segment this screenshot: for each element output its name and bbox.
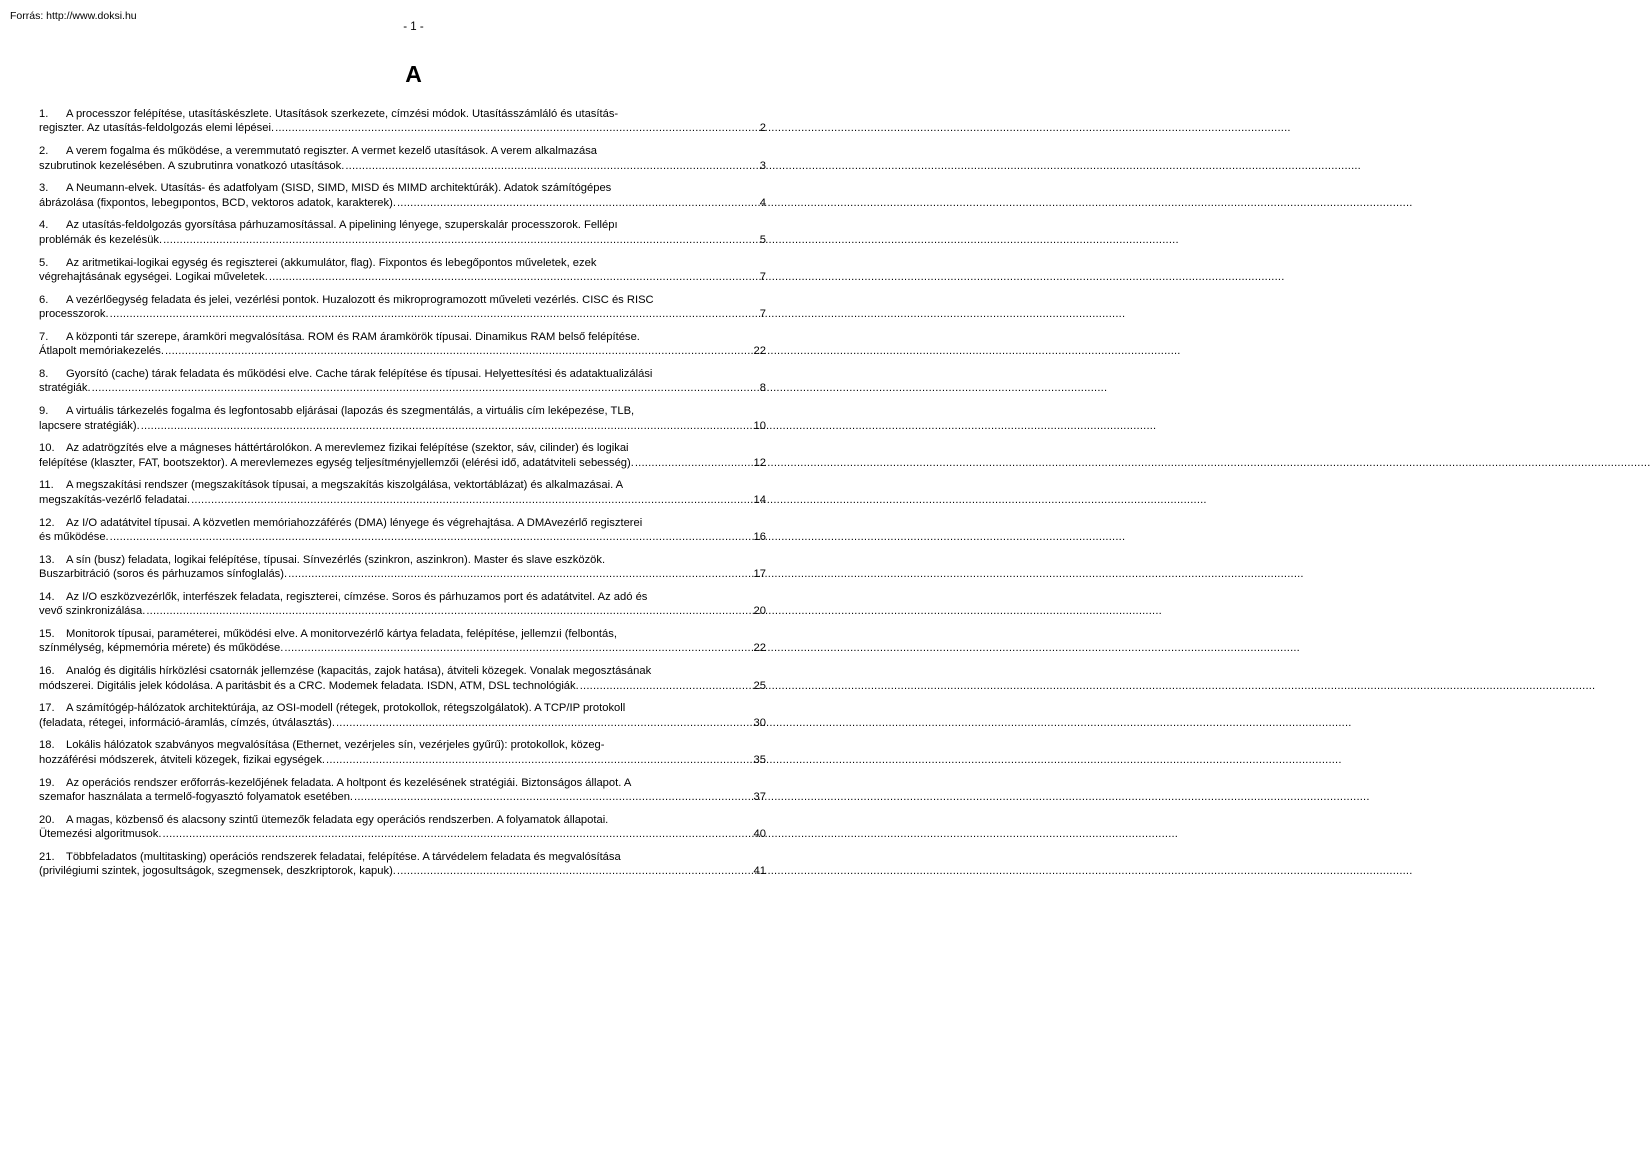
toc-entry-number: 20.: [39, 813, 55, 826]
toc-entry: [39, 590, 766, 627]
toc-entry-page-number: 37: [753, 790, 766, 803]
dot-leader: [162, 827, 752, 841]
toc-entry-title: A Neumann-elvek. Utasítás- és adatfolyam (SISD, SIMD, MISD és MIMD architektúrák). Adatok számítógépes: [66, 182, 612, 195]
source-line: Forrás: http://www.doksi.hu: [10, 10, 137, 22]
dot-leader: [163, 233, 759, 247]
toc-entry-title-line: [39, 553, 766, 567]
toc-entry-continuation-line: [39, 419, 766, 433]
toc-entry-number: 1.: [39, 108, 49, 120]
toc-entry-continuation-line: [39, 641, 766, 655]
toc-entry-number: 14.: [39, 590, 55, 603]
toc-entry-number: 2.: [39, 145, 49, 158]
toc-entry-title-line: [39, 516, 766, 530]
toc-entry-title-continuation: Ütemezési algoritmusok.: [39, 828, 162, 841]
table-of-contents: [39, 107, 766, 887]
toc-entry-title-continuation: (privilégiumi szintek, jogosultságok, szegmensek, deszkriptorok, kapuk).: [39, 865, 396, 878]
toc-entry-title-line: [39, 293, 766, 307]
toc-entry-number: 19.: [39, 776, 55, 789]
toc-entry-title-line: [39, 367, 766, 381]
toc-entry-title-continuation: stratégiák.: [39, 382, 91, 395]
toc-entry-title-line: [39, 330, 766, 344]
toc-entry-page-number: 25: [753, 679, 766, 692]
toc-entry-page-number: 20: [753, 605, 766, 618]
toc-entry: [39, 404, 766, 441]
toc-entry-title: Többfeladatos (multitasking) operációs rendszerek feladatai, felépítése. A tárvédelem feladata és megvalósítása: [66, 850, 621, 863]
toc-entry-number: 17.: [39, 702, 55, 715]
toc-entry-page-number: 4: [759, 196, 766, 209]
toc-entry-number: 9.: [39, 405, 49, 418]
toc-entry-page-number: 22: [753, 345, 766, 358]
toc-entry-page-number: 5: [759, 233, 766, 246]
toc-entry-title: A központi tár szerepe, áramköri megvalósítása. ROM és RAM áramkörök típusai. Dinamikus RAM belső felépítése.: [66, 330, 640, 343]
toc-entry-continuation-line: [39, 567, 766, 581]
dot-leader: [110, 307, 759, 321]
toc-entry-title-continuation: problémák és kezelésük.: [39, 233, 163, 246]
toc-entry-title: Monitorok típusai, paraméterei, működési elve. A monitorvezérlő kártya feladata, felépítése, jellemzıi (felbontás,: [66, 627, 617, 640]
toc-entry-continuation-line: [39, 307, 766, 321]
dot-leader: [275, 121, 759, 135]
toc-entry-title-line: [39, 627, 766, 641]
toc-entry: [39, 330, 766, 367]
toc-entry-continuation-line: [39, 196, 766, 210]
toc-entry-number: 7.: [39, 330, 49, 343]
toc-entry-title: A számítógép-hálózatok architektúrája, az OSI-modell (rétegek, protokollok, rétegszolgálatok). A TCP/IP protokoll: [66, 702, 626, 715]
toc-entry: [39, 627, 766, 664]
toc-entry-number: 8.: [39, 367, 49, 380]
toc-entry-title: Az adatrögzítés elve a mágneses háttértárolókon. A merevlemez fizikai felépítése (szektor, sáv, cilinder) és logikai: [66, 442, 629, 455]
toc-entry-title-continuation: felépítése (klaszter, FAT, bootszektor). A merevlemezes egység teljesítményjellemzői (elérési idő, adatátviteli sebesség).: [39, 456, 634, 469]
toc-entry-continuation-line: [39, 270, 766, 284]
toc-entry-title-continuation: szemafor használata a termelő-fogyasztó folyamatok esetében.: [39, 790, 354, 803]
toc-entry-continuation-line: [39, 604, 766, 618]
toc-entry-title-continuation: Átlapolt memóriakezelés.: [39, 345, 164, 358]
toc-entry-number: 10.: [39, 442, 55, 455]
dot-leader: [146, 604, 752, 618]
toc-entry-title: Az I/O eszközvezérlők, interfészek feladata, regiszterei, címzése. Soros és párhuzamos port és adatátvitel. Az adó és: [66, 590, 648, 603]
section-heading: A: [405, 61, 422, 87]
toc-entry-title-line: [39, 664, 766, 678]
toc-entry-title: Az utasítás-feldolgozás gyorsítása párhuzamosítással. A pipelining lényege, szuperskalár processzorok. Fellépı: [66, 219, 618, 232]
toc-entry-page-number: 7: [759, 270, 766, 283]
toc-entry-number: 6.: [39, 293, 49, 306]
toc-entry-page-number: 8: [759, 382, 766, 395]
toc-entry-number: 5.: [39, 256, 49, 269]
toc-entry: [39, 107, 766, 144]
toc-entry: [39, 664, 766, 701]
toc-entry-continuation-line: [39, 753, 766, 767]
dot-leader: [635, 456, 753, 470]
dot-leader: [284, 641, 752, 655]
page-number: - 1 -: [403, 21, 424, 33]
toc-entry-continuation-line: [39, 827, 766, 841]
toc-entry-title-continuation: Buszarbitráció (soros és párhuzamos sínfoglalás).: [39, 568, 288, 581]
toc-entry-title-continuation: megszakítás-vezérlő feladatai.: [39, 493, 191, 506]
toc-entry-number: 3.: [39, 182, 49, 195]
toc-entry-title: Az aritmetikai-logikai egység és regiszterei (akkumulátor, flag). Fixpontos és lebegőpontos műveletek, ezek: [66, 256, 597, 269]
toc-entry-title: A magas, közbenső és alacsony szintű ütemezők feladata egy operációs rendszerben. A folyamatok állapotai.: [66, 813, 609, 826]
toc-entry: [39, 293, 766, 330]
toc-entry-title: A megszakítási rendszer (megszakítások típusai, a megszakítás kiszolgálása, vektortáblázat) és alkalmazásai. A: [66, 479, 624, 492]
toc-entry-page-number: 35: [753, 753, 766, 766]
toc-entry-title-line: [39, 738, 766, 752]
toc-entry-title: Analóg és digitális hírközlési csatornák jellemzése (kapacitás, zajok hatása), átviteli közegek. Vonalak megosztásának: [66, 665, 652, 678]
toc-entry: [39, 701, 766, 738]
toc-entry-title-continuation: szubrutinok kezelésében. A szubrutinra vonatkozó utasítások.: [39, 159, 345, 172]
toc-entry-page-number: 2: [759, 122, 766, 135]
toc-entry-number: 4.: [39, 219, 49, 232]
toc-entry-page-number: 3: [759, 159, 766, 172]
dot-leader: [336, 716, 753, 730]
toc-entry-number: 12.: [39, 516, 55, 529]
toc-entry-continuation-line: [39, 344, 766, 358]
toc-entry-title-continuation: színmélység, képmemória mérete) és működése.: [39, 642, 284, 655]
toc-entry-title-continuation: módszerei. Digitális jelek kódolása. A paritásbit és a CRC. Modemek feladata. ISDN, ATM, DSL technológiák.: [39, 679, 579, 692]
toc-entry-title: Az operációs rendszer erőforrás-kezelőjének feladata. A holtpont és kezelésének stratégiái. Biztonságos állapot. A: [66, 776, 632, 789]
toc-entry: [39, 516, 766, 553]
toc-entry-title: A sín (busz) feladata, logikai felépítése, típusai. Sínvezérlés (szinkron, aszinkron). Master és slave eszközök.: [66, 553, 606, 566]
toc-entry-continuation-line: [39, 679, 766, 693]
toc-entry-continuation-line: [39, 790, 766, 804]
toc-entry: [39, 850, 766, 887]
toc-entry-title-continuation: ábrázolása (fixpontos, lebegıpontos, BCD, vektoros adatok, karakterek).: [39, 196, 396, 209]
dot-leader: [92, 381, 759, 395]
dot-leader: [191, 493, 752, 507]
dot-leader: [326, 753, 753, 767]
dot-leader: [110, 530, 753, 544]
toc-entry-page-number: 17: [753, 568, 766, 581]
toc-entry-title-line: [39, 218, 766, 232]
toc-entry-number: 16.: [39, 665, 55, 678]
toc-entry-title: A verem fogalma és működése, a veremmutató regiszter. A vermet kezelő utasítások. A verem alkalmazása: [66, 145, 598, 158]
toc-entry-page-number: 30: [753, 716, 766, 729]
toc-entry-continuation-line: [39, 530, 766, 544]
toc-entry-continuation-line: [39, 456, 766, 470]
toc-entry: [39, 776, 766, 813]
toc-entry: [39, 738, 766, 775]
toc-entry-title: A vezérlőegység feladata és jelei, vezérlési pontok. Huzalozott és mikroprogramozott műveleti vezérlés. CISC és RISC: [66, 293, 654, 306]
toc-entry-continuation-line: [39, 716, 766, 730]
toc-entry-page-number: 10: [753, 419, 766, 432]
dot-leader: [580, 679, 753, 693]
toc-entry-title-line: [39, 590, 766, 604]
toc-entry: [39, 478, 766, 515]
toc-entry-title: A virtuális tárkezelés fogalma és legfontosabb eljárásai (lapozás és szegmentálás, a virtuális cím leképezése, TLB,: [66, 405, 635, 418]
toc-entry-title-line: [39, 256, 766, 270]
toc-entry-continuation-line: [39, 233, 766, 247]
toc-entry-continuation-line: [39, 121, 766, 135]
toc-entry-page-number: 41: [753, 865, 766, 878]
toc-entry: [39, 256, 766, 293]
dot-leader: [397, 196, 759, 210]
toc-entry-title-continuation: (feladata, rétegei, információ-áramlás, címzés, útválasztás).: [39, 716, 335, 729]
toc-entry-title-line: [39, 404, 766, 418]
toc-entry-title-continuation: és működése.: [39, 530, 109, 543]
toc-entry: [39, 813, 766, 850]
toc-entry-title-continuation: hozzáférési módszerek, átviteli közegek, fizikai egységek.: [39, 753, 326, 766]
dot-leader: [354, 790, 753, 804]
toc-entry: [39, 181, 766, 218]
toc-entry-continuation-line: [39, 381, 766, 395]
toc-entry-page-number: 7: [759, 308, 766, 321]
toc-entry-title: Lokális hálózatok szabványos megvalósítása (Ethernet, vezérjeles sín, vezérjeles gyűrű): protokollok, közeg-: [66, 739, 605, 752]
toc-entry-title-line: [39, 144, 766, 158]
toc-entry: [39, 553, 766, 590]
dot-leader: [165, 344, 753, 358]
toc-entry-title-line: [39, 701, 766, 715]
toc-entry: [39, 367, 766, 404]
toc-entry-title-line: [39, 441, 766, 455]
toc-entry-number: 15.: [39, 627, 55, 640]
toc-entry-title-continuation: lapcsere stratégiák).: [39, 419, 140, 432]
toc-entry-page-number: 12: [753, 456, 766, 469]
toc-entry-continuation-line: [39, 864, 766, 878]
toc-entry-page-number: 22: [753, 642, 766, 655]
toc-entry-title-continuation: vevő szinkronizálása.: [39, 605, 146, 618]
toc-entry-title: A processzor felépítése, utasításkészlete. Utasítások szerkezete, címzési módok. Utasításszámláló és utasítás-: [66, 108, 619, 120]
toc-entry-number: 18.: [39, 739, 55, 752]
toc-entry-title-continuation: processzorok.: [39, 308, 109, 321]
toc-entry-title-line: [39, 813, 766, 827]
toc-entry-title-line: [39, 478, 766, 492]
toc-entry: [39, 441, 766, 478]
toc-entry-title-line: [39, 181, 766, 195]
toc-entry-title-continuation: regiszter. Az utasítás-feldolgozás elemi lépései.: [39, 122, 275, 135]
toc-entry-page-number: 16: [753, 530, 766, 543]
toc-entry-title: Az I/O adatátvitel típusai. A közvetlen memóriahozzáférés (DMA) lényege és végrehajtása. A DMAvezérlő regiszterei: [66, 516, 643, 529]
toc-entry-title: Gyorsító (cache) tárak feladata és működési elve. Cache tárak felépítése és típusai. Helyettesítési és adataktualizálási: [66, 367, 653, 380]
toc-entry-number: 11.: [39, 479, 54, 492]
toc-entry-title-continuation: végrehajtásának egységei. Logikai műveletek.: [39, 270, 268, 283]
toc-entry-title-line: [39, 776, 766, 790]
toc-entry-title-line: [39, 107, 766, 121]
toc-entry-number: 21.: [39, 850, 55, 863]
dot-leader: [288, 567, 752, 581]
toc-entry-continuation-line: [39, 493, 766, 507]
toc-entry: [39, 144, 766, 181]
toc-entry-continuation-line: [39, 159, 766, 173]
dot-leader: [269, 270, 759, 284]
toc-entry-number: 13.: [39, 553, 55, 566]
toc-entry-page-number: 14: [753, 493, 766, 506]
dot-leader: [345, 159, 758, 173]
toc-entry-page-number: 40: [753, 828, 766, 841]
dot-leader: [397, 864, 753, 878]
toc-entry: [39, 218, 766, 255]
toc-entry-title-line: [39, 850, 766, 864]
dot-leader: [141, 419, 753, 433]
